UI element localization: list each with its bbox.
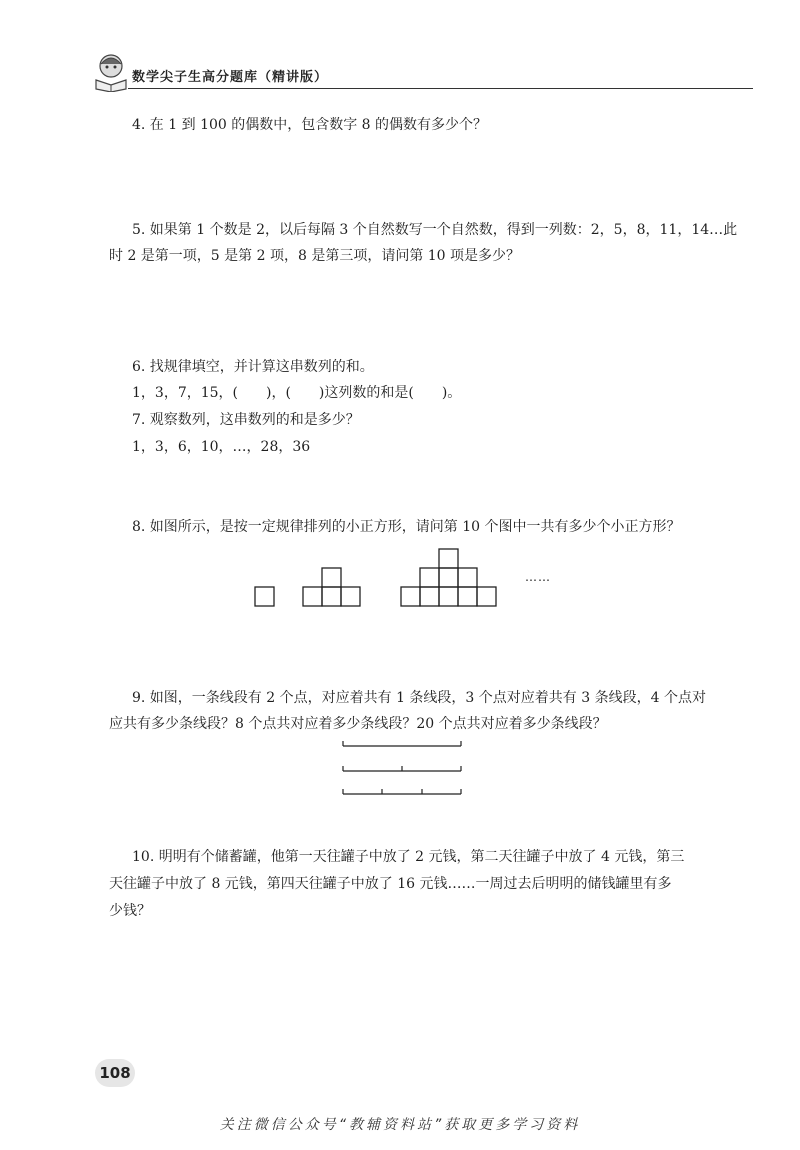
square-figure-1 — [255, 587, 274, 606]
question-4: 4. 在 1 到 100 的偶数中，包含数字 8 的偶数有多少个？ — [132, 117, 488, 133]
line-segment-figure — [340, 738, 465, 800]
question-10-line-2: 天往罐子中放了 8 元钱，第四天往罐子中放了 16 元钱……一周过去后明明的储钱罐里有多 — [109, 876, 672, 892]
question-5-line-2: 时 2 是第一项，5 是第 2 项，8 是第三项，请问第 10 项是多少？ — [109, 248, 521, 264]
question-7-sequence: 1，3，6，10，…，28，36 — [132, 439, 311, 455]
question-10-line-1: 10. 明明有个储蓄罐，他第一天往罐子中放了 2 元钱，第二天往罐子中放了 4 元钱，第三 — [132, 849, 685, 865]
question-8: 8. 如图所示，是按一定规律排列的小正方形，请问第 10 个图中一共有多少个小正方形？ — [132, 519, 681, 535]
square-figure-3 — [401, 549, 496, 606]
book-title: 数学尖子生高分题库（精讲版） — [132, 70, 329, 85]
question-9-line-1: 9. 如图，一条线段有 2 个点，对应着共有 1 条线段，3 个点对应着共有 3 条线段，4 个点对 — [132, 690, 706, 706]
question-7-line-1: 7. 观察数列，这串数列的和是多少？ — [132, 412, 360, 428]
mascot-reading-icon — [92, 52, 130, 92]
pattern-ellipsis: …… — [525, 570, 551, 584]
header-divider — [128, 88, 753, 89]
square-figure-2 — [303, 568, 360, 606]
question-10-line-3: 少钱？ — [109, 903, 151, 919]
question-5-line-1: 5. 如果第 1 个数是 2，以后每隔 3 个自然数写一个自然数，得到一列数：2，5，8，11，14…此 — [132, 222, 738, 238]
square-pattern-figure — [250, 545, 560, 610]
question-9-line-2: 应共有多少条线段？8 个点共对应着多少条线段？20 个点共对应着多少条线段？ — [109, 716, 607, 732]
segment-3-points — [343, 766, 461, 771]
segment-4-points — [343, 789, 461, 794]
question-6-sequence: 1，3，7，15，( )，( )这列数的和是( )。 — [132, 385, 462, 401]
page-header — [92, 52, 752, 98]
page-number: 108 — [95, 1059, 135, 1087]
footer-note: 关注微信公众号“教辅资料站”获取更多学习资料 — [219, 1117, 581, 1133]
segment-2-points — [343, 741, 461, 746]
question-6-line-1: 6. 找规律填空，并计算这串数列的和。 — [132, 359, 374, 375]
